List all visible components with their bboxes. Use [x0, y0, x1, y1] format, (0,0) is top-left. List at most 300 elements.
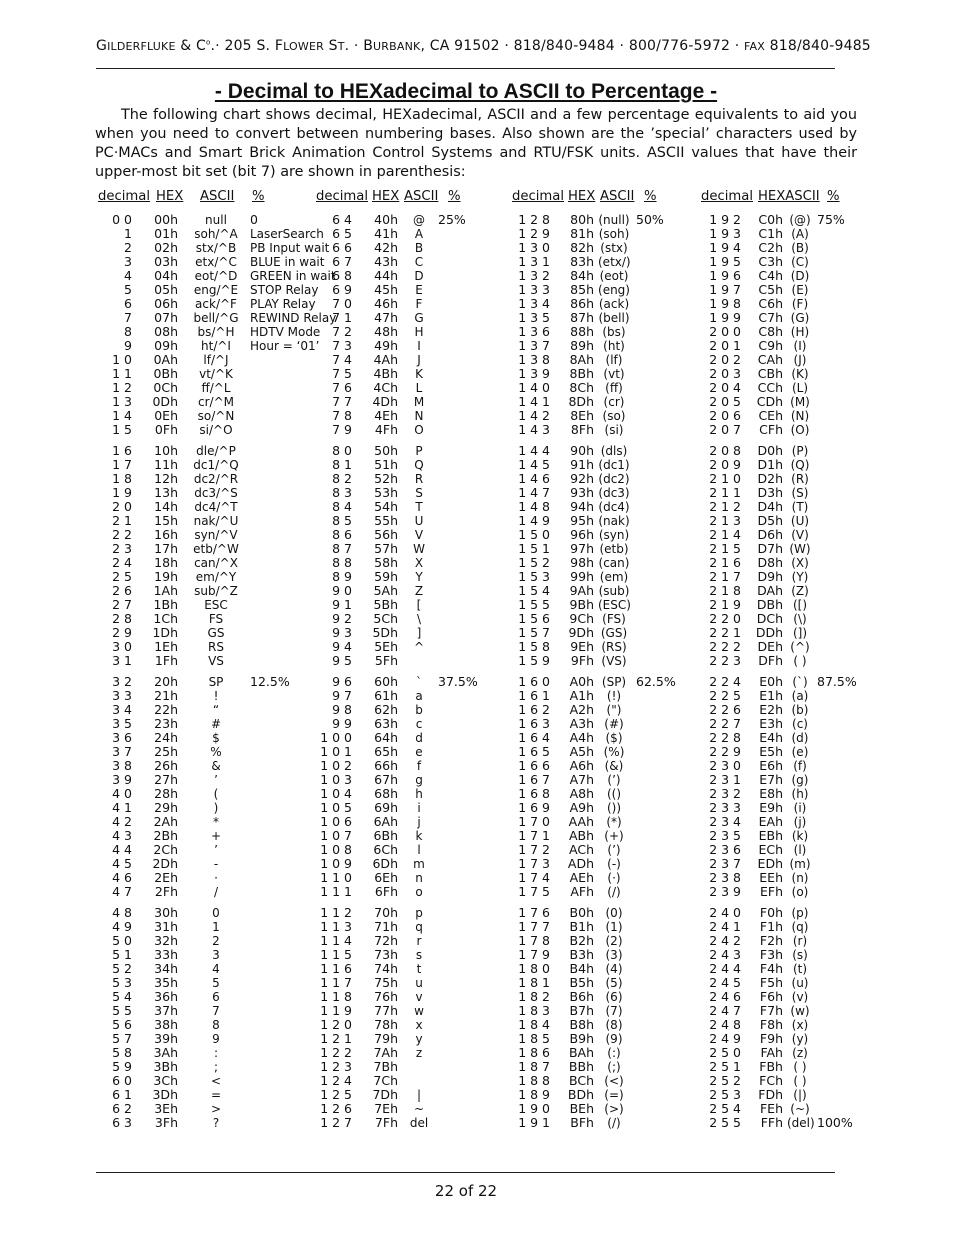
- ascii-value: (s): [792, 948, 808, 962]
- hex-value: FDh: [758, 1087, 783, 1102]
- decimal-value: 4 6: [112, 870, 132, 885]
- ascii-value: (]): [792, 626, 808, 640]
- hex-value: 14h: [154, 499, 178, 514]
- decimal-value: 3 0: [112, 639, 132, 654]
- ascii-value: (n): [791, 871, 809, 885]
- hex-value: D7h: [757, 541, 783, 556]
- hex-value: 87h: [570, 310, 594, 325]
- hex-value: 9Bh: [569, 597, 594, 612]
- decimal-value: 1 4: [112, 408, 132, 423]
- ascii-value: (syn): [598, 528, 630, 542]
- ascii-value: etb/^W: [193, 542, 239, 556]
- hex-value: C5h: [758, 282, 783, 297]
- decimal-value: 2 3 8: [709, 870, 741, 885]
- hex-value: 3Eh: [154, 1101, 178, 1116]
- ascii-value: \: [416, 612, 422, 626]
- decimal-value: 2: [124, 240, 132, 255]
- decimal-value: 1 8 5: [518, 1031, 550, 1046]
- ascii-value: H: [414, 325, 424, 339]
- hex-value: 3Bh: [153, 1059, 178, 1074]
- decimal-value: 1 4 3: [518, 422, 550, 437]
- letterhead-company-initial: G: [96, 38, 108, 54]
- ascii-value: (ack): [598, 297, 630, 311]
- special-note: PLAY Relay: [250, 297, 316, 311]
- ascii-value: (6): [605, 990, 623, 1004]
- decimal-value: 1 7 6: [518, 905, 550, 920]
- ascii-value: i: [417, 801, 421, 815]
- hex-value: 80h: [570, 212, 594, 227]
- hex-value: 27h: [154, 772, 178, 787]
- ascii-value: ([): [792, 598, 808, 612]
- ascii-value: (Z): [791, 584, 809, 598]
- hex-value: 62h: [374, 702, 398, 717]
- hex-value: F8h: [759, 1017, 783, 1032]
- hex-value: 19h: [154, 569, 178, 584]
- hex-value: 0Ch: [153, 380, 178, 395]
- hex-value: 06h: [154, 296, 178, 311]
- ascii-value: (del): [787, 1116, 815, 1130]
- hex-value: B4h: [569, 961, 594, 976]
- hex-value: A3h: [569, 716, 594, 731]
- decimal-value: 1 1 3: [320, 919, 352, 934]
- decimal-value: 6 1: [112, 1087, 132, 1102]
- header-percent: %: [827, 189, 840, 204]
- ascii-value: a: [415, 689, 423, 703]
- decimal-value: 2 4 9: [709, 1031, 741, 1046]
- decimal-value: 1 3 4: [518, 296, 550, 311]
- decimal-value: 1 1 1: [320, 884, 352, 899]
- decimal-value: 1 8 3: [518, 1003, 550, 1018]
- hex-value: 29h: [154, 800, 178, 815]
- hex-value: 5Dh: [372, 625, 398, 640]
- ascii-value: em/^Y: [195, 570, 237, 584]
- hex-value: E8h: [759, 786, 783, 801]
- ascii-value: (q): [791, 920, 809, 934]
- ascii-value: m: [413, 857, 425, 871]
- letterhead-street: LOWER: [283, 40, 324, 53]
- ascii-value: (T): [791, 500, 809, 514]
- decimal-value: 8 6: [332, 527, 352, 542]
- ascii-value: U: [414, 514, 424, 528]
- decimal-value: 7 3: [332, 338, 352, 353]
- hex-value: D0h: [757, 443, 783, 458]
- decimal-value: 2 2 4: [709, 674, 741, 689]
- decimal-value: 2 4 0: [709, 905, 741, 920]
- ascii-value: E: [415, 283, 423, 297]
- decimal-value: 3 3: [112, 688, 132, 703]
- hex-value: 26h: [154, 758, 178, 773]
- ascii-value: (eot): [599, 269, 629, 283]
- decimal-value: 1 3 5: [518, 310, 550, 325]
- hex-value: B5h: [569, 975, 594, 990]
- decimal-value: 5 4: [112, 989, 132, 1004]
- decimal-value: 7 6: [332, 380, 352, 395]
- hex-value: 69h: [374, 800, 398, 815]
- ascii-value: FS: [208, 612, 224, 626]
- ascii-value: ’: [214, 773, 218, 787]
- ascii-value: (W): [789, 542, 811, 556]
- hex-value: 98h: [570, 555, 594, 570]
- decimal-value: 2 2 0: [709, 611, 741, 626]
- decimal-value: 1 3 9: [518, 366, 550, 381]
- decimal-value: 1 7: [112, 457, 132, 472]
- hex-value: 81h: [570, 226, 594, 241]
- ascii-value: (null): [598, 213, 630, 227]
- hex-value: DEh: [757, 639, 783, 654]
- decimal-value: 9 0: [332, 583, 352, 598]
- hex-value: 4Ch: [373, 380, 398, 395]
- hex-value: B2h: [569, 933, 594, 948]
- hex-value: 0Fh: [154, 422, 178, 437]
- hex-value: 30h: [154, 905, 178, 920]
- hex-value: BDh: [567, 1087, 594, 1102]
- hex-value: 49h: [374, 338, 398, 353]
- decimal-value: 2 3 0: [709, 758, 741, 773]
- hex-value: 78h: [374, 1017, 398, 1032]
- hex-value: 65h: [374, 744, 398, 759]
- decimal-value: 1 9 5: [709, 254, 741, 269]
- ascii-value: (h): [791, 787, 809, 801]
- ascii-value: stx/^B: [195, 241, 237, 255]
- ascii-value: (m): [789, 857, 811, 871]
- hex-value: A5h: [569, 744, 594, 759]
- decimal-value: 2 4 2: [709, 933, 741, 948]
- ascii-value: X: [414, 556, 424, 570]
- hex-value: F6h: [759, 989, 783, 1004]
- special-note: Hour = ‘01’: [250, 339, 320, 353]
- decimal-value: 9: [124, 338, 132, 353]
- decimal-value: 1 5 3: [518, 569, 550, 584]
- ascii-value: y: [415, 1032, 423, 1046]
- hex-value: 6Eh: [374, 870, 398, 885]
- ascii-value: (K): [791, 367, 809, 381]
- hex-value: 89h: [570, 338, 594, 353]
- ascii-value: (bell): [598, 311, 630, 325]
- ascii-value: (dc3): [598, 486, 630, 500]
- hex-value: F7h: [759, 1003, 783, 1018]
- ascii-value: r: [416, 934, 422, 948]
- ascii-value: so/^N: [197, 409, 235, 423]
- ascii-value: null: [205, 213, 227, 227]
- ascii-value: (3): [605, 948, 623, 962]
- decimal-value: 1 3 6: [518, 324, 550, 339]
- ascii-value: ’: [214, 843, 218, 857]
- decimal-value: 1 5 7: [518, 625, 550, 640]
- hex-value: 2Fh: [154, 884, 178, 899]
- ascii-value: (E): [791, 283, 809, 297]
- hex-value: 2Bh: [153, 828, 178, 843]
- decimal-value: 2 2 1: [709, 625, 741, 640]
- hex-value: 20h: [154, 674, 178, 689]
- ascii-value: (dc2): [598, 472, 630, 486]
- decimal-value: 9 9: [332, 716, 352, 731]
- decimal-value: 2 1 4: [709, 527, 741, 542]
- header-percent: %: [252, 189, 265, 204]
- percent-value: 0: [250, 212, 258, 227]
- hex-value: 50h: [374, 443, 398, 458]
- decimal-value: 2 0 3: [709, 366, 741, 381]
- hex-value: E5h: [759, 744, 783, 759]
- decimal-value: 7 2: [332, 324, 352, 339]
- hex-value: 93h: [570, 485, 594, 500]
- hex-value: C3h: [758, 254, 783, 269]
- special-note: BLUE in wait: [250, 255, 325, 269]
- ascii-value: ( ): [793, 1060, 807, 1074]
- decimal-value: 2 4 8: [709, 1017, 741, 1032]
- decimal-value: 6 8: [332, 268, 352, 283]
- decimal-value: 2 2 3: [709, 653, 741, 668]
- hex-value: 7Fh: [374, 1115, 398, 1130]
- hex-value: 90h: [570, 443, 594, 458]
- letterhead-city-sep: . · B: [344, 38, 374, 54]
- hex-value: 58h: [374, 555, 398, 570]
- decimal-value: 2 2 6: [709, 702, 741, 717]
- ascii-value: w: [414, 1004, 424, 1018]
- ascii-value: l: [417, 843, 421, 857]
- decimal-value: 2 3 1: [709, 772, 741, 787]
- hex-value: 66h: [374, 758, 398, 773]
- decimal-value: 1 0 5: [320, 800, 352, 815]
- decimal-value: 4 3: [112, 828, 132, 843]
- hex-value: 8Bh: [569, 366, 594, 381]
- decimal-value: 2 2 2: [709, 639, 741, 654]
- decimal-value: 1 2 6: [320, 1101, 352, 1116]
- hex-value: DCh: [756, 611, 783, 626]
- hex-value: 23h: [154, 716, 178, 731]
- special-note: GREEN in wait: [250, 269, 336, 283]
- ascii-value: (dc4): [598, 500, 630, 514]
- hex-value: D2h: [757, 471, 783, 486]
- decimal-value: 0 0: [112, 212, 132, 227]
- ascii-value: (vt): [603, 367, 625, 381]
- ascii-value: (/): [607, 1116, 621, 1130]
- letterhead-fax-label: FAX: [744, 40, 766, 53]
- ascii-value: ("): [606, 703, 622, 717]
- hex-value: DBh: [756, 597, 783, 612]
- decimal-value: 2 5 1: [709, 1059, 741, 1074]
- ascii-value: %: [210, 745, 222, 759]
- decimal-value: 4: [124, 268, 132, 283]
- ascii-value: (o): [791, 885, 809, 899]
- hex-value: 02h: [154, 240, 178, 255]
- decimal-value: 6 0: [112, 1073, 132, 1088]
- ascii-value: cr/^M: [198, 395, 234, 409]
- hex-value: 8Eh: [570, 408, 594, 423]
- ascii-value: (t): [792, 962, 808, 976]
- decimal-value: 1 1 9: [320, 1003, 352, 1018]
- ascii-value: (dc1): [598, 458, 630, 472]
- ascii-value: (C): [791, 255, 809, 269]
- ascii-value: (x): [791, 1018, 809, 1032]
- decimal-value: 1 5 9: [518, 653, 550, 668]
- percent-value: 75%: [817, 212, 845, 227]
- hex-value: E3h: [759, 716, 783, 731]
- ascii-value: <: [210, 1074, 222, 1088]
- hex-value: 2Dh: [152, 856, 178, 871]
- ascii-value: ( ): [793, 654, 807, 668]
- letterhead-co-o: o: [206, 38, 211, 47]
- hex-value: 6Fh: [374, 884, 398, 899]
- hex-value: 5Fh: [374, 653, 398, 668]
- letterhead-street-abbr: S: [323, 38, 338, 54]
- hex-value: A4h: [569, 730, 594, 745]
- hex-value: 1Ch: [153, 611, 178, 626]
- hex-value: B8h: [569, 1017, 594, 1032]
- hex-value: 52h: [374, 471, 398, 486]
- hex-value: B1h: [569, 919, 594, 934]
- percent-value: 25%: [438, 212, 466, 227]
- hex-value: 38h: [154, 1017, 178, 1032]
- decimal-value: 1 0: [112, 352, 132, 367]
- decimal-value: 1 4 5: [518, 457, 550, 472]
- hex-value: 71h: [374, 919, 398, 934]
- ascii-value: 9: [212, 1032, 220, 1046]
- hex-value: D8h: [757, 555, 783, 570]
- ascii-value: g: [415, 773, 423, 787]
- ascii-value: (stx): [600, 241, 628, 255]
- ascii-value: x: [415, 1018, 423, 1032]
- hex-value: F5h: [759, 975, 783, 990]
- decimal-value: 5 9: [112, 1059, 132, 1074]
- ascii-value: (z): [792, 1046, 808, 1060]
- hex-value: 4Bh: [373, 366, 398, 381]
- ascii-value: (ht): [603, 339, 625, 353]
- ascii-value: (B): [791, 241, 809, 255]
- hex-value: C7h: [758, 310, 783, 325]
- hex-value: 05h: [154, 282, 178, 297]
- decimal-value: 2 4 5: [709, 975, 741, 990]
- hex-value: 60h: [374, 674, 398, 689]
- decimal-value: 1 5 4: [518, 583, 550, 598]
- hex-value: 6Dh: [372, 856, 398, 871]
- ascii-value: (etx/): [598, 255, 631, 269]
- header-decimal: decimal: [316, 189, 368, 204]
- decimal-value: 1 6 9: [518, 800, 550, 815]
- ascii-value: s: [415, 948, 423, 962]
- hex-value: 7Ch: [373, 1073, 398, 1088]
- ascii-value: (l): [793, 843, 807, 857]
- ascii-value: VS: [208, 654, 224, 668]
- decimal-value: 7 7: [332, 394, 352, 409]
- decimal-value: 1 1 4: [320, 933, 352, 948]
- decimal-value: 2 1 5: [709, 541, 741, 556]
- ascii-value: etx/^C: [195, 255, 237, 269]
- decimal-value: 2 0 5: [709, 394, 741, 409]
- hex-value: 5Ch: [373, 611, 398, 626]
- hex-value: 92h: [570, 471, 594, 486]
- ascii-value: (J): [793, 353, 807, 367]
- decimal-value: 1 4 2: [518, 408, 550, 423]
- decimal-value: 1 6: [112, 443, 132, 458]
- hex-value: D5h: [757, 513, 783, 528]
- hex-value: F1h: [759, 919, 783, 934]
- decimal-value: 8 0: [332, 443, 352, 458]
- decimal-value: 1 6 0: [518, 674, 550, 689]
- decimal-value: 4 8: [112, 905, 132, 920]
- ascii-value: (&): [604, 759, 624, 773]
- ascii-value: (Y): [791, 570, 809, 584]
- ascii-value: dc1/^Q: [193, 458, 239, 472]
- ascii-value: 4: [212, 962, 220, 976]
- hex-value: 45h: [374, 282, 398, 297]
- ascii-value: (’): [607, 773, 621, 787]
- decimal-value: 7 9: [332, 422, 352, 437]
- hex-value: FEh: [759, 1101, 783, 1116]
- decimal-value: 1 8 4: [518, 1017, 550, 1032]
- hex-value: 1Bh: [153, 597, 178, 612]
- decimal-value: 2 3 2: [709, 786, 741, 801]
- decimal-value: 2 3 4: [709, 814, 741, 829]
- header-decimal: decimal: [98, 189, 150, 204]
- hex-value: 28h: [154, 786, 178, 801]
- hex-value: 4Fh: [374, 422, 398, 437]
- hex-value: 08h: [154, 324, 178, 339]
- hex-value: 84h: [570, 268, 594, 283]
- decimal-value: 1 2 0: [320, 1017, 352, 1032]
- ascii-value: (R): [791, 472, 809, 486]
- intro-paragraph: The following chart shows decimal, HEXadecimal, ASCII and a few percentage equivalents to aid you when you need to convert between numbering bases. Also shown are the ’special’ characters used by PC·MACs and Smart Brick Animation Control Systems and RTU/FSK units. ASCII values that have their upper-most bit set (bit 7) are shown in parenthesis:: [95, 107, 857, 180]
- decimal-value: 1 2 1: [320, 1031, 352, 1046]
- hex-value: F9h: [759, 1031, 783, 1046]
- ascii-value: 1: [212, 920, 220, 934]
- hex-value: 00h: [154, 212, 178, 227]
- ascii-value: (v): [791, 990, 809, 1004]
- hex-value: ACh: [569, 842, 594, 857]
- hex-value: 4Eh: [374, 408, 398, 423]
- header-ascii: ASCII: [404, 189, 439, 204]
- decimal-value: 4 5: [112, 856, 132, 871]
- hex-value: 3Ah: [153, 1045, 178, 1060]
- decimal-value: 6 7: [332, 254, 352, 269]
- ascii-value: (so): [602, 409, 626, 423]
- decimal-value: 8 4: [332, 499, 352, 514]
- hex-value: B3h: [569, 947, 594, 962]
- ascii-value: C: [414, 255, 424, 269]
- decimal-value: 2 4 4: [709, 961, 741, 976]
- ascii-value: (\): [793, 612, 807, 626]
- decimal-value: 1 8 7: [518, 1059, 550, 1074]
- ascii-value: (H): [790, 325, 810, 339]
- letterhead-city: URBANK: [373, 40, 421, 53]
- ascii-value: (*): [606, 815, 622, 829]
- decimal-value: 4 1: [112, 800, 132, 815]
- decimal-value: 2 1 3: [709, 513, 741, 528]
- decimal-value: 2 2 7: [709, 716, 741, 731]
- hex-value: 96h: [570, 527, 594, 542]
- ascii-value: (: [213, 787, 219, 801]
- ascii-value: (’): [607, 843, 621, 857]
- decimal-value: 1 8 2: [518, 989, 550, 1004]
- hex-value: 48h: [374, 324, 398, 339]
- decimal-value: 2 8: [112, 611, 132, 626]
- decimal-value: 1 5 6: [518, 611, 550, 626]
- hex-value: EDh: [757, 856, 783, 871]
- ascii-value: 5: [212, 976, 220, 990]
- hex-value: 85h: [570, 282, 594, 297]
- hex-value: F2h: [759, 933, 783, 948]
- hex-value: B0h: [569, 905, 594, 920]
- decimal-value: 3 6: [112, 730, 132, 745]
- hex-value: E9h: [759, 800, 783, 815]
- decimal-value: 8 1: [332, 457, 352, 472]
- ascii-value: (1): [605, 920, 623, 934]
- header-decimal: decimal: [701, 189, 753, 204]
- hex-value: 53h: [374, 485, 398, 500]
- hex-value: A9h: [569, 800, 594, 815]
- hex-value: 76h: [374, 989, 398, 1004]
- ascii-value: A: [414, 227, 424, 241]
- hex-value: CFh: [759, 422, 783, 437]
